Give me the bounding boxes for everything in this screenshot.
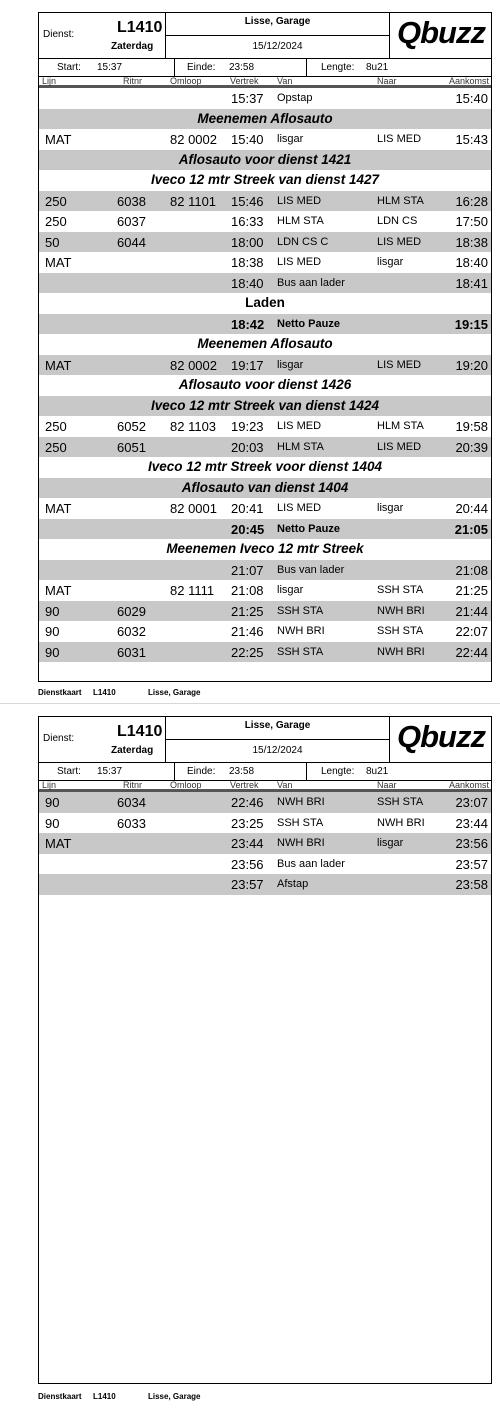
cell-naar: NWH BRI (377, 604, 425, 617)
section-row (39, 170, 491, 191)
cell-naar: LIS MED (377, 358, 422, 371)
cell-van: SSH STA (277, 816, 324, 829)
trip-row (39, 416, 491, 437)
cell-van: HLM STA (277, 440, 324, 453)
cell-naar: SSH STA (377, 584, 424, 596)
trip-row (39, 355, 491, 376)
col-aankomst: Aankomst (448, 780, 489, 790)
cell-van: LIS MED (277, 420, 322, 432)
section-title: Aflosauto van dienst 1404 (181, 479, 349, 495)
cell-naar: SSH STA (377, 796, 424, 808)
cell-lijn: MAT (45, 836, 72, 851)
trip-row (39, 621, 491, 642)
section-row (39, 396, 491, 417)
cell-naar: SSH STA (377, 625, 424, 637)
cell-lijn: 90 (45, 644, 60, 660)
cell-van: Bus aan lader (277, 857, 345, 870)
cell-aankomst: 20:44 (455, 501, 488, 516)
pause-time: 20:45 (231, 521, 265, 537)
card-header (39, 717, 491, 763)
cell-van: Bus aan lader (277, 276, 345, 289)
section-title: Aflosauto voor dienst 1426 (178, 377, 352, 392)
cell-van: SSH STA (277, 645, 324, 658)
cell-lijn: 90 (45, 603, 60, 619)
cell-vertrek: 20:03 (231, 439, 264, 455)
section-row (39, 457, 491, 478)
col-omloop: Omloop (170, 76, 202, 86)
card-header (39, 13, 491, 59)
lengte-label: Lengte: (321, 62, 355, 73)
trip-row (39, 252, 491, 273)
cell-aankomst: 18:41 (455, 275, 488, 291)
cell-naar: lisgar (377, 502, 404, 514)
pause-end-time: 21:05 (454, 521, 488, 537)
cell-lijn: 90 (45, 815, 60, 831)
cell-vertrek: 16:33 (231, 214, 264, 229)
pause-label: Netto Pauze (277, 522, 340, 535)
dienst-label: Dienst: (43, 29, 75, 40)
col-lijn: Lijn (42, 76, 57, 86)
col-ritnr: Ritnr (123, 780, 143, 790)
times-divider (306, 763, 307, 781)
trip-row (39, 88, 491, 109)
trip-row (39, 191, 491, 212)
pause-row (39, 519, 491, 540)
section-row (39, 293, 491, 314)
cell-ritnr: 6029 (117, 603, 146, 619)
cell-aankomst: 18:40 (455, 255, 488, 270)
pause-row (39, 314, 491, 335)
cell-vertrek: 23:44 (231, 836, 264, 851)
cell-aankomst: 16:28 (455, 193, 488, 209)
cell-van: NWH BRI (277, 837, 325, 849)
cell-omloop: 82 1101 (170, 193, 217, 209)
cell-aankomst: 23:07 (455, 795, 488, 810)
cell-vertrek: 23:56 (231, 856, 264, 872)
header-divider (389, 13, 390, 59)
cell-ritnr: 6038 (117, 193, 146, 209)
col-naar: Naar (377, 780, 397, 790)
date: 15/12/2024 (252, 745, 303, 756)
dienstkaart-card (38, 716, 492, 1384)
cell-aankomst: 21:25 (455, 583, 488, 598)
dienstkaart-card (38, 12, 492, 682)
cell-van: LIS MED (277, 502, 322, 514)
start-time: 15:37 (97, 62, 123, 73)
cell-van: lisgar (277, 133, 304, 145)
cell-lijn: MAT (45, 501, 72, 516)
location: Lisse, Garage (244, 720, 311, 731)
cell-aankomst: 19:58 (455, 419, 488, 434)
times-divider (174, 59, 175, 77)
cell-vertrek: 23:25 (231, 815, 264, 831)
header-divider (166, 35, 389, 36)
cell-van: lisgar (277, 584, 304, 596)
cell-lijn: 250 (45, 419, 67, 434)
cell-vertrek: 21:46 (231, 624, 264, 639)
section-title: Iveco 12 mtr Streek voor dienst 1404 (147, 459, 383, 474)
footer-location: Lisse, Garage (148, 688, 201, 697)
cell-vertrek: 18:00 (231, 234, 264, 250)
times-divider (306, 59, 307, 77)
footer-code: L1410 (93, 688, 116, 697)
footer-code: L1410 (93, 1392, 116, 1401)
cell-naar: HLM STA (377, 420, 424, 432)
cell-naar: LIS MED (377, 133, 422, 145)
trip-row (39, 792, 491, 813)
cell-omloop: 82 0002 (170, 357, 217, 373)
cell-vertrek: 15:37 (231, 91, 264, 106)
cell-ritnr: 6051 (117, 439, 146, 455)
section-title: Aflosauto voor dienst 1421 (178, 151, 352, 167)
cell-aankomst: 23:57 (455, 856, 488, 872)
trip-row (39, 273, 491, 294)
col-van: Van (277, 780, 293, 790)
qbuzz-logo: Qbuzz (397, 719, 485, 754)
trip-row (39, 580, 491, 601)
cell-naar: LDN CS (377, 215, 418, 227)
cell-lijn: MAT (45, 255, 72, 270)
footer-location: Lisse, Garage (148, 1392, 201, 1401)
cell-van: lisgar (277, 358, 304, 371)
cell-lijn: 90 (45, 624, 60, 639)
pause-time: 18:42 (231, 316, 265, 332)
header-divider (389, 717, 390, 763)
start-label: Start: (57, 62, 81, 73)
cell-vertrek: 23:57 (231, 877, 264, 892)
cell-aankomst: 22:44 (455, 644, 488, 660)
cell-ritnr: 6052 (117, 419, 146, 434)
section-row (39, 539, 491, 560)
einde-time: 23:58 (229, 766, 255, 777)
cell-ritnr: 6031 (117, 644, 146, 660)
cell-van: LIS MED (277, 194, 322, 207)
cell-van: Afstap (277, 878, 309, 890)
trip-row (39, 498, 491, 519)
cell-vertrek: 22:46 (231, 795, 264, 810)
cell-vertrek: 21:08 (231, 583, 264, 598)
cell-vertrek: 18:40 (231, 275, 264, 291)
cell-van: HLM STA (277, 215, 324, 227)
trip-row (39, 437, 491, 458)
cell-aankomst: 18:38 (455, 234, 488, 250)
pause-end-time: 19:15 (454, 316, 488, 332)
cell-naar: lisgar (377, 837, 404, 849)
cell-aankomst: 21:44 (455, 603, 488, 619)
col-ritnr: Ritnr (123, 76, 143, 86)
cell-lijn: MAT (45, 583, 72, 598)
trip-row (39, 833, 491, 854)
section-title: Iveco 12 mtr Streek van dienst 1427 (150, 172, 380, 187)
cell-van: LDN CS C (277, 235, 329, 248)
cell-aankomst: 23:44 (455, 815, 488, 831)
col-vertrek: Vertrek (230, 780, 259, 790)
cell-van: Opstap (277, 92, 313, 104)
section-row (39, 478, 491, 499)
cell-lijn: 90 (45, 795, 60, 810)
cell-aankomst: 22:07 (455, 624, 488, 639)
cell-naar: HLM STA (377, 194, 424, 207)
footer-label: Dienstkaart (38, 1392, 82, 1401)
pause-label: Netto Pauze (277, 317, 340, 330)
section-title: Meenemen Iveco 12 mtr Streek (166, 541, 364, 556)
trip-row (39, 601, 491, 622)
einde-label: Einde: (187, 62, 216, 73)
section-title: Meenemen Aflosauto (197, 110, 333, 126)
cell-vertrek: 18:38 (231, 255, 264, 270)
cell-omloop: 82 1103 (170, 419, 217, 434)
cell-van: LIS MED (277, 256, 322, 268)
column-headers (39, 77, 491, 88)
cell-vertrek: 21:07 (231, 562, 264, 578)
start-time: 15:37 (97, 766, 123, 777)
cell-vertrek: 15:46 (231, 193, 264, 209)
cell-aankomst: 23:56 (455, 836, 488, 851)
dienst-label: Dienst: (43, 733, 75, 744)
einde-label: Einde: (187, 766, 216, 777)
cell-vertrek: 20:41 (231, 501, 264, 516)
header-divider (166, 739, 389, 740)
cell-aankomst: 15:43 (455, 132, 488, 147)
qbuzz-logo: Qbuzz (397, 15, 485, 50)
times-divider (174, 763, 175, 781)
cell-lijn: MAT (45, 132, 72, 147)
trip-row (39, 129, 491, 150)
page-2 (0, 704, 500, 1426)
times-bar (39, 59, 491, 77)
cell-naar: NWH BRI (377, 816, 425, 829)
times-bar (39, 763, 491, 781)
cell-ritnr: 6033 (117, 815, 146, 831)
cell-van: Bus van lader (277, 563, 345, 576)
cell-vertrek: 15:40 (231, 132, 264, 147)
footer-label: Dienstkaart (38, 688, 82, 697)
lengte-label: Lengte: (321, 766, 355, 777)
section-row (39, 109, 491, 130)
lengte-value: 8u21 (366, 62, 389, 73)
date: 15/12/2024 (252, 41, 303, 52)
cell-vertrek: 19:23 (231, 419, 264, 434)
cell-ritnr: 6044 (117, 234, 146, 250)
cell-lijn: 250 (45, 439, 67, 455)
cell-lijn: MAT (45, 357, 72, 373)
col-omloop: Omloop (170, 780, 202, 790)
cell-vertrek: 22:25 (231, 644, 264, 660)
cell-naar: LIS MED (377, 440, 422, 453)
trip-row (39, 874, 491, 895)
schedule-rows (39, 792, 491, 895)
cell-vertrek: 21:25 (231, 603, 264, 619)
dienst-day: Zaterdag (111, 745, 154, 756)
cell-van: NWH BRI (277, 625, 325, 637)
cell-naar: lisgar (377, 256, 404, 268)
lengte-value: 8u21 (366, 766, 389, 777)
cell-ritnr: 6037 (117, 214, 146, 229)
cell-naar: NWH BRI (377, 645, 425, 658)
cell-van: NWH BRI (277, 796, 325, 808)
location: Lisse, Garage (244, 16, 311, 27)
col-lijn: Lijn (42, 780, 57, 790)
cell-aankomst: 15:40 (455, 91, 488, 106)
col-aankomst: Aankomst (448, 76, 489, 86)
schedule-rows (39, 88, 491, 662)
cell-omloop: 82 0001 (170, 501, 217, 516)
cell-aankomst: 21:08 (455, 562, 488, 578)
cell-aankomst: 19:20 (455, 357, 488, 373)
cell-omloop: 82 0002 (170, 132, 217, 147)
col-naar: Naar (377, 76, 397, 86)
col-vertrek: Vertrek (230, 76, 259, 86)
column-headers (39, 781, 491, 792)
einde-time: 23:58 (229, 62, 255, 73)
dienst-code: L1410 (117, 723, 163, 740)
section-row (39, 375, 491, 396)
cell-lijn: 250 (45, 193, 67, 209)
cell-ritnr: 6032 (117, 624, 146, 639)
cell-aankomst: 20:39 (455, 439, 488, 455)
cell-lijn: 250 (45, 214, 67, 229)
cell-ritnr: 6034 (117, 795, 146, 810)
cell-aankomst: 17:50 (455, 214, 488, 229)
section-row (39, 334, 491, 355)
section-title: Iveco 12 mtr Streek van dienst 1424 (150, 397, 380, 413)
section-title: Meenemen Aflosauto (197, 336, 333, 351)
dienst-code: L1410 (117, 19, 163, 36)
col-van: Van (277, 76, 293, 86)
trip-row (39, 642, 491, 663)
dienst-day: Zaterdag (111, 41, 154, 52)
cell-vertrek: 19:17 (231, 357, 264, 373)
page-1 (0, 0, 500, 704)
section-row (39, 150, 491, 171)
start-label: Start: (57, 766, 81, 777)
cell-aankomst: 23:58 (455, 877, 488, 892)
trip-row (39, 211, 491, 232)
cell-naar: LIS MED (377, 235, 422, 248)
cell-lijn: 50 (45, 234, 60, 250)
trip-row (39, 813, 491, 834)
trip-row (39, 854, 491, 875)
trip-row (39, 232, 491, 253)
section-title: Laden (245, 295, 285, 310)
trip-row (39, 560, 491, 581)
cell-van: SSH STA (277, 604, 324, 617)
cell-omloop: 82 1111 (170, 583, 215, 598)
